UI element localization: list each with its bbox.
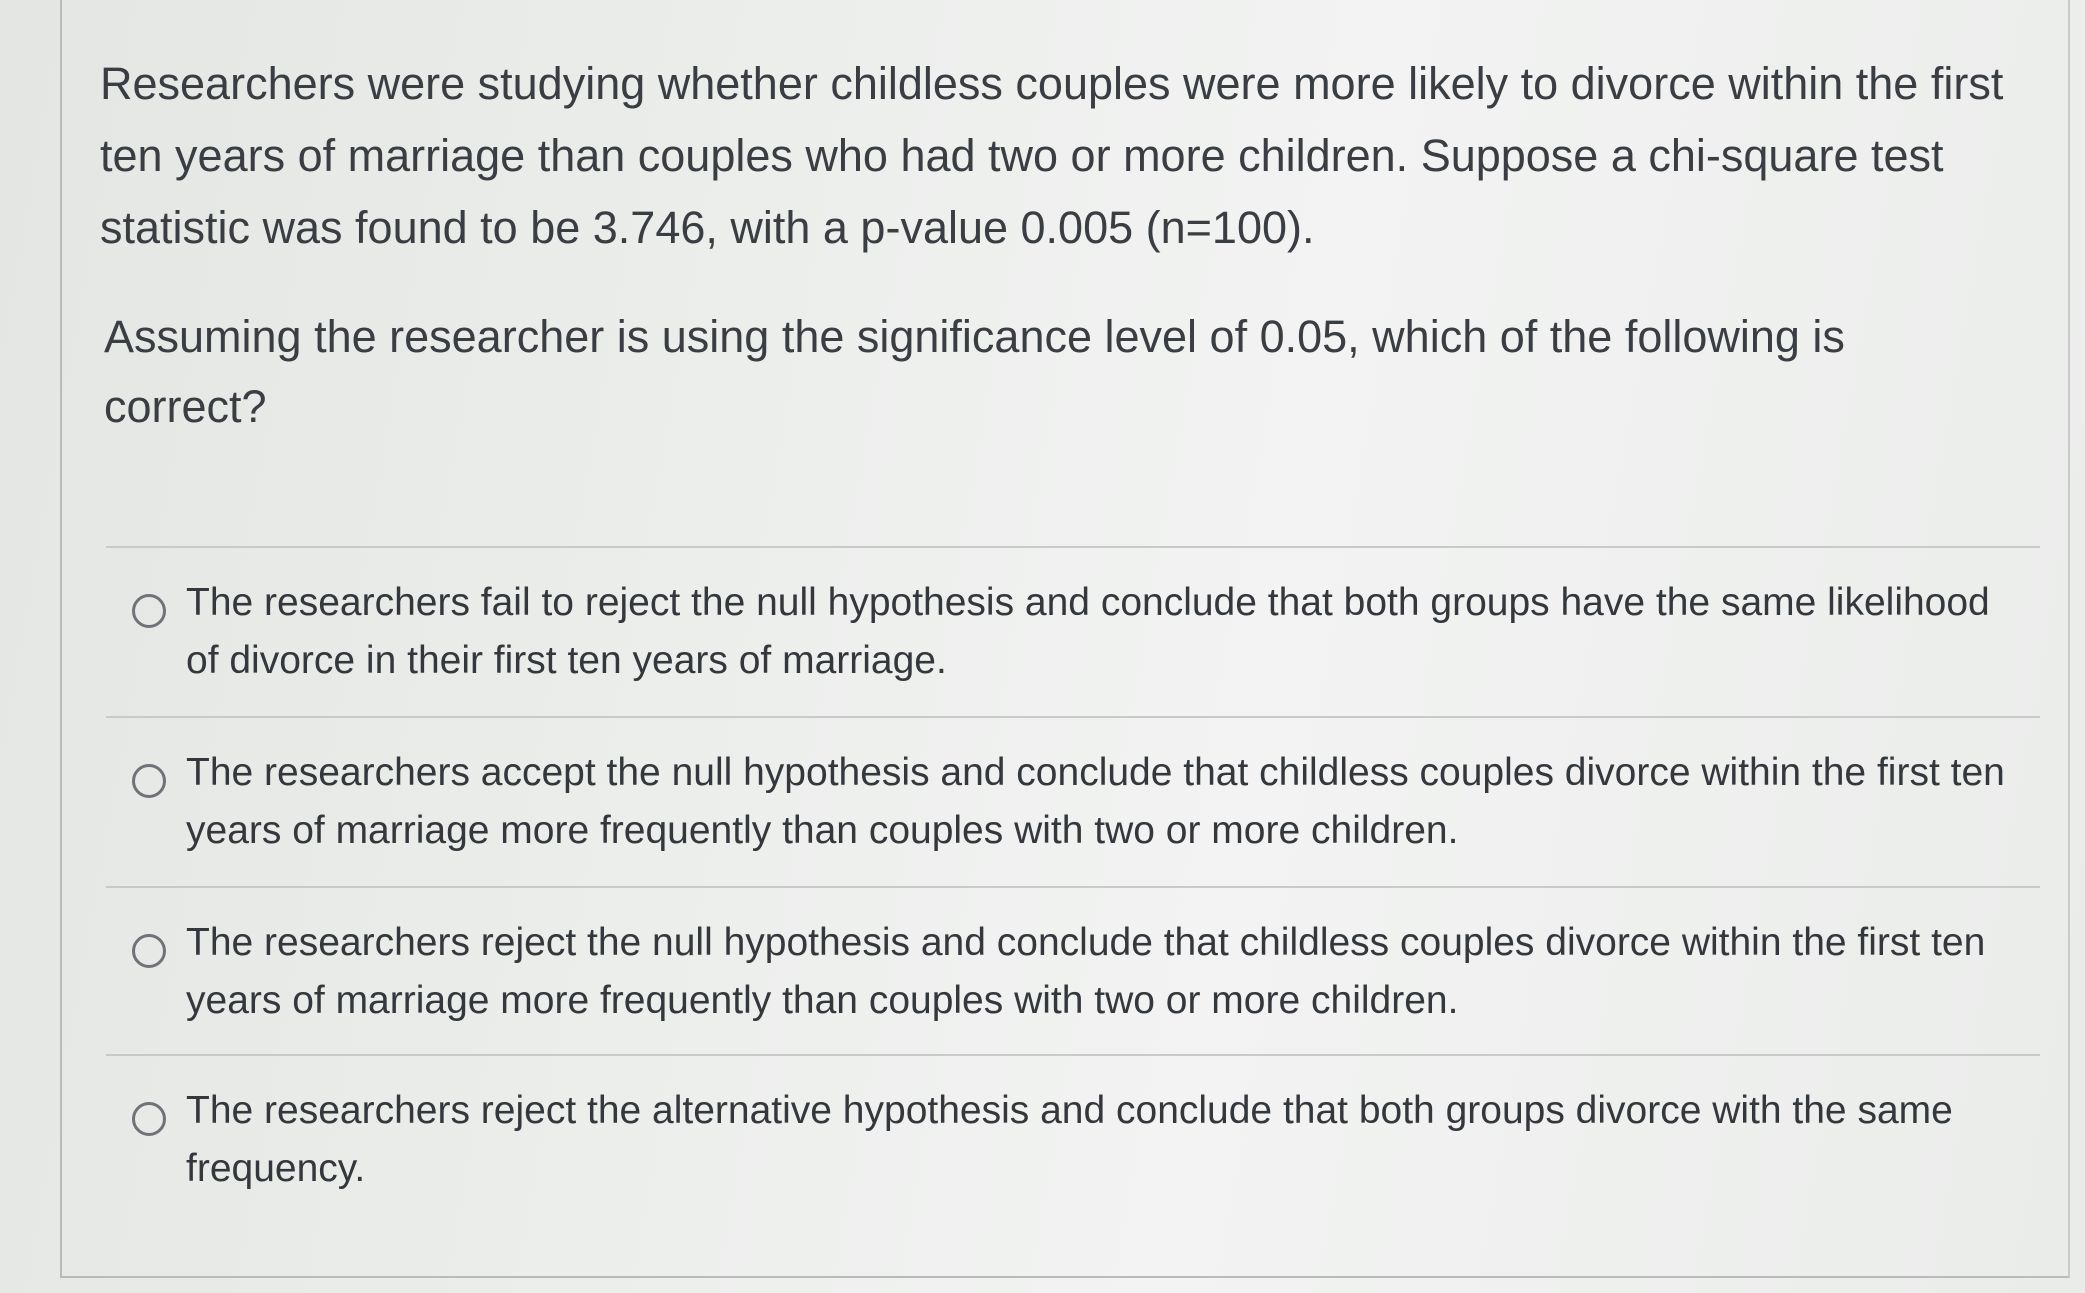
answer-option-label: The researchers accept the null hypothesis and conclude that childless couples divorce within the first ten years of marriage more frequently than couples with two or more children. xyxy=(186,751,2005,852)
radio-unselected-icon[interactable] xyxy=(132,594,166,628)
answer-option-4[interactable] xyxy=(124,1056,2024,1224)
answer-option-1[interactable] xyxy=(124,548,2024,716)
answer-option-label: The researchers reject the alternative hypothesis and conclude that both groups divorce with the same frequency. xyxy=(186,1089,1953,1190)
answer-option-3[interactable] xyxy=(124,888,2024,1056)
question-prompt: Assuming the researcher is using the significance level of 0.05, which of the following is correct? xyxy=(104,311,1845,432)
answer-option-label: The researchers fail to reject the null hypothesis and conclude that both groups have the same likelihood of divorce in their first ten years of marriage. xyxy=(186,581,1990,682)
answer-option-2[interactable] xyxy=(124,718,2024,886)
radio-unselected-icon[interactable] xyxy=(132,1102,166,1136)
answer-option-label: The researchers reject the null hypothesis and conclude that childless couples divorce within the first ten years of marriage more frequently than couples with two or more children. xyxy=(186,921,1986,1022)
answer-list xyxy=(106,546,2040,1218)
radio-unselected-icon[interactable] xyxy=(132,764,166,798)
question-text: Researchers were studying whether childless couples were more likely to divorce within the first ten years of marriage than couples who had two or more children. Suppose a chi-square test statistic was found to be 3.746, with a p-value 0.005 (n=100). xyxy=(100,58,2004,253)
radio-unselected-icon[interactable] xyxy=(132,934,166,968)
